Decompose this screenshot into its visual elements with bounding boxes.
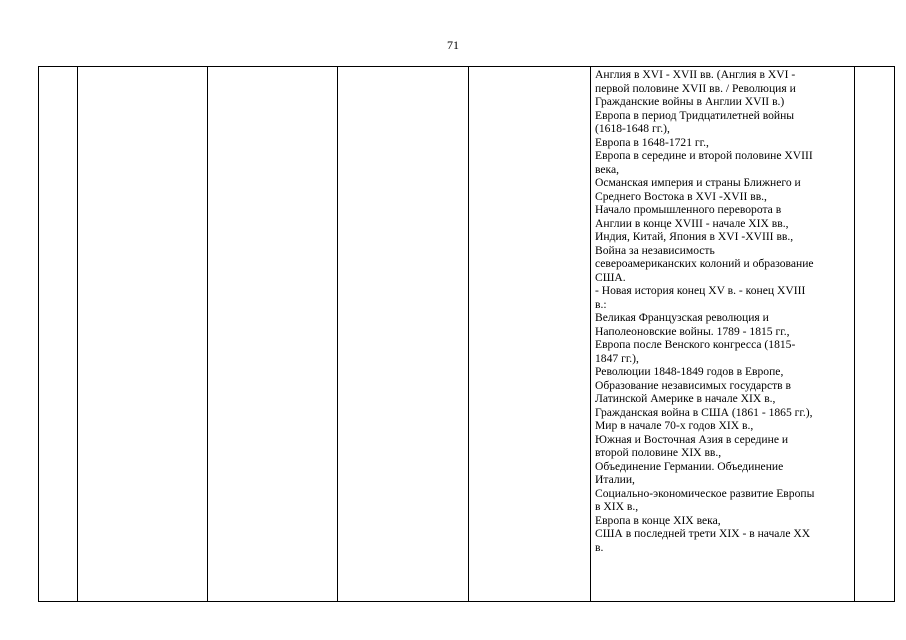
- topic-line: Европа в середине и второй половине XVIII: [595, 149, 813, 162]
- topic-line: Мир в начале 70-х годов XIX в.,: [595, 419, 754, 432]
- topic-line: первой половине XVII вв. / Революция и: [595, 81, 796, 95]
- topic-line: второй половине XIX вв.,: [595, 446, 722, 459]
- topic-line: в XIX в.,: [595, 500, 639, 513]
- topic-line: Европа в период Тридцатилетней войны: [595, 108, 795, 122]
- topic-line: в.:: [595, 297, 607, 311]
- table-cell-empty-7: [855, 67, 895, 602]
- topic-line: Социально-экономическое развитие Европы: [595, 486, 815, 500]
- topic-line: века,: [595, 162, 620, 176]
- topic-line: в.: [595, 540, 604, 554]
- topic-line: Латинской Америке в начале XIX в.,: [595, 392, 776, 405]
- topic-line: Объединение Германии. Объединение: [595, 459, 784, 473]
- table-cell-topics: [591, 67, 855, 602]
- topic-line: Англия в XVI - XVII вв. (Англия в XVI -: [595, 68, 796, 81]
- topic-line: Южная и Восточная Азия в середине и: [595, 432, 789, 446]
- page-number: 71: [447, 38, 459, 52]
- table-row: [39, 67, 895, 602]
- topic-line: Война за независимость: [595, 243, 715, 257]
- topic-line: Образование независимых государств в: [595, 378, 792, 392]
- topic-line: США.: [595, 270, 626, 284]
- topic-line: Среднего Востока в XVI -XVII вв.,: [595, 189, 767, 203]
- topic-line: Европа в 1648-1721 гг.,: [595, 135, 709, 149]
- topic-line: Начало промышленного переворота в: [595, 203, 782, 216]
- table-cell-empty-2: [78, 67, 208, 602]
- table-cell-empty-1: [39, 67, 78, 602]
- topic-line: Европа после Венского конгресса (1815-: [595, 338, 796, 351]
- document-table: [38, 66, 895, 602]
- table-cell-empty-3: [208, 67, 338, 602]
- topic-line: североамериканских колоний и образование: [595, 257, 814, 270]
- topic-line: Европа в конце XIX века,: [595, 513, 721, 527]
- table-cell-empty-5: [469, 67, 591, 602]
- topic-line: (1618-1648 гг.),: [595, 122, 670, 135]
- topic-line: Великая Французская революция и: [595, 311, 769, 324]
- topic-line: Гражданская война в США (1861 - 1865 гг.),: [595, 405, 813, 419]
- topic-line: Революции 1848-1849 годов в Европе,: [595, 365, 784, 378]
- topic-line: Италии,: [595, 473, 635, 486]
- topic-line: - Новая история конец XV в. - конец XVIII: [595, 284, 806, 297]
- topic-line: США в последней трети XIX - в начале XX: [595, 527, 811, 540]
- topic-line: Англии в конце XVIII - начале XIX вв.,: [595, 216, 789, 230]
- topic-line: Османская империя и страны Ближнего и: [595, 176, 801, 189]
- table-cell-empty-4: [338, 67, 469, 602]
- topic-line: Наполеоновские войны. 1789 - 1815 гг.,: [595, 324, 790, 338]
- topic-line: Индия, Китай, Япония в XVI -XVIII вв.,: [595, 230, 794, 243]
- topic-line: 1847 гг.),: [595, 351, 639, 365]
- topic-line: Гражданские войны в Англии XVII в.): [595, 95, 785, 108]
